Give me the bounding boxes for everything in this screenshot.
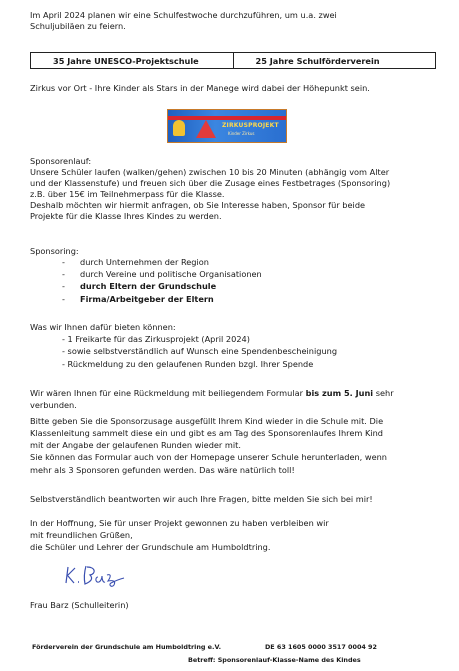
sponsorenlauf-line: z.B. über 15€ im Teilnehmerpass für die Klasse. [30,189,225,199]
banner-subtitle: Kinder Zirkus [228,131,255,136]
jubilee-foerderverein: 25 Jahre Schulförderverein [233,53,436,68]
response-line-5: mit der Angabe der gelaufenen Runden wieder mit. [30,440,241,450]
sponsorenlauf-heading: Sponsorenlauf: [30,156,92,166]
intro-line-2: Schuljubiläen zu feiern. [30,21,126,32]
sponsorenlauf-line: Unsere Schüler laufen (walken/gehen) zwischen 10 bis 20 Minuten (abhängig vom Alter [30,167,390,177]
jubilee-table [30,52,436,69]
list-item-text: durch Unternehmen der Region [80,257,209,267]
response-line-3: Bitte geben Sie die Sponsorzusage ausgefüllt Ihrem Kind wieder in die Schule mit. Die [30,416,384,426]
intro-line-1: Im April 2024 planen wir eine Schulfestwoche durchzuführen, um u.a. zwei [30,10,337,20]
offer-heading: Was wir Ihnen dafür bieten können: [30,322,176,332]
response-line-7: mehr als 3 Sponsoren gefunden werden. Das wäre natürlich toll! [30,465,295,475]
circus-tent-icon [196,120,216,138]
list-item-text: durch Vereine und politische Organisationen [80,269,262,280]
closing-line-2: mit freundlichen Grüßen, [30,530,133,540]
bullet-dash: - [62,281,65,292]
handwritten-signature [60,563,130,589]
signatory-name: Frau Barz (Schulleiterin) [30,600,129,610]
response-line-4: Klassenleitung sammelt diese ein und gibt es am Tag des Sponsorenlaufes Ihrem Kind [30,428,383,438]
bullet-dash: - [62,269,65,280]
list-item-text: Firma/Arbeitgeber der Eltern [80,293,214,304]
clown-icon [173,120,185,136]
list-item: - sowie selbstverständlich auf Wunsch eine Spendenbescheinigung [62,346,338,357]
zirkus-line: Zirkus vor Ort - Ihre Kinder als Stars in der Manege wird dabei der Höhepunkt sein. [30,83,370,93]
offer-list [62,334,337,371]
sponsorenlauf-line: und der Klassenstufe) und freuen sich über die Zusage eines Festbetrages (Sponsoring) [30,178,391,188]
zirkus-banner-image [167,109,287,143]
bullet-dash: - [62,293,65,304]
response-text: sehr [373,388,394,398]
banner-title: ZIRKUSPROJEKT [222,122,279,129]
list-item-text: durch Eltern der Grundschule [80,281,217,292]
deadline-date: bis zum 5. Juni [305,388,374,398]
sponsorenlauf-line: Projekte für die Klasse Ihres Kindes zu werden. [30,211,222,221]
bullet-dash: - [62,257,65,267]
closing-line-1: In der Hoffnung, Sie für unser Projekt gewonnen zu haben verbleiben wir [30,518,329,528]
sponsoring-heading: Sponsoring: [30,246,79,256]
footer-reference: Betreff: Sponsorenlauf-Klasse-Name des Kindes [188,656,361,664]
sponsorenlauf-line: Deshalb möchten wir hiermit anfragen, ob Sie Interesse haben, Sponsor für beide [30,200,366,210]
questions-line: Selbstverständlich beantworten wir auch Ihre Fragen, bitte melden Sie sich bei mir! [30,494,373,504]
footer-organization: Förderverein der Grundschule am Humboldtring e.V. [32,643,221,651]
closing-line-3: die Schüler und Lehrer der Grundschule am Humboldtring. [30,542,271,552]
footer-iban: DE 63 1605 0000 3517 0004 92 [265,643,377,651]
intro-paragraph [30,10,337,32]
response-line-2: verbunden. [30,400,77,410]
jubilee-unesco: 35 Jahre UNESCO-Projektschule [53,55,199,66]
list-item: - 1 Freikarte für das Zirkusprojekt (April 2024) [62,334,250,344]
response-line-6: Sie können das Formular auch von der Homepage unserer Schule herunterladen, wenn [30,452,387,462]
list-item: - Rückmeldung zu den gelaufenen Runden bzgl. Ihrer Spende [62,358,314,369]
response-text: Wir wären Ihnen für eine Rückmeldung mit beiliegendem Formular [30,388,306,398]
banner-stripe [168,116,286,120]
response-line-1 [30,388,394,399]
